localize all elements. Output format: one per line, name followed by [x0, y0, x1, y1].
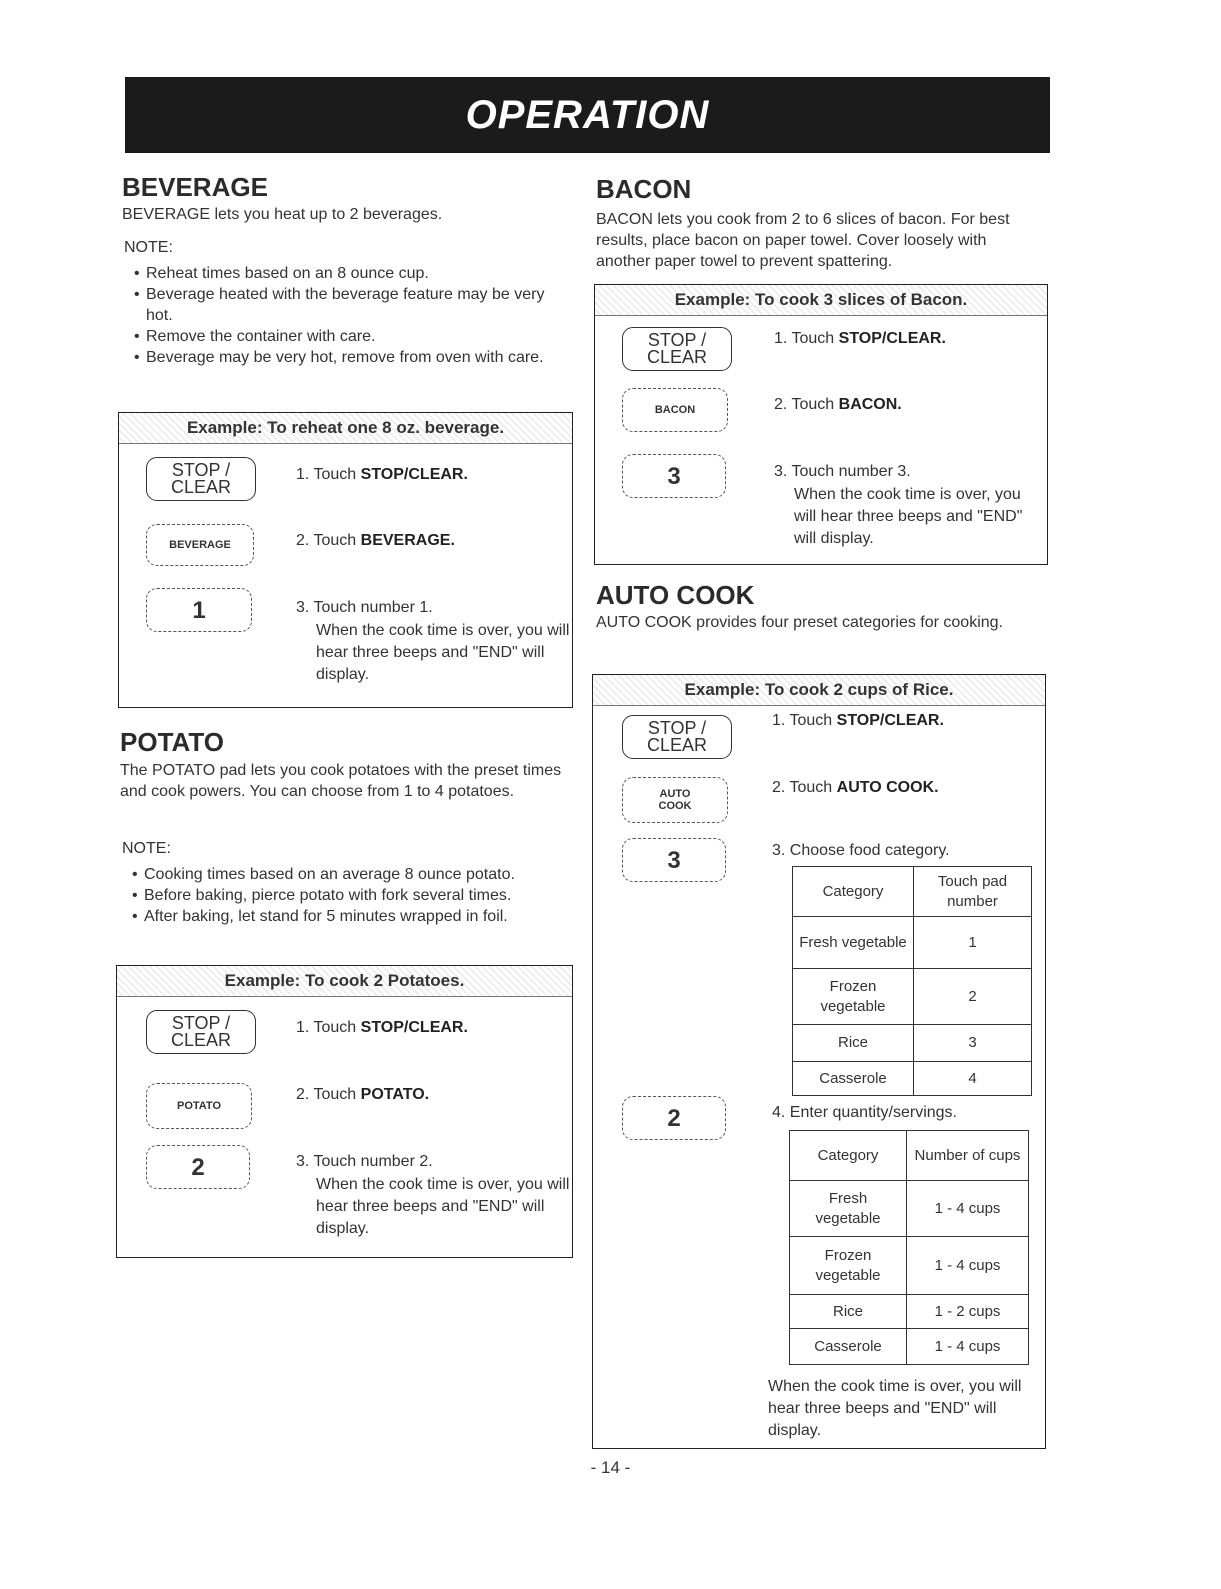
- number-3-key: 3: [622, 454, 726, 498]
- autocook-closing: When the cook time is over, you will hear three beeps and "END" will display.: [768, 1378, 1022, 1439]
- table-cell: 1 - 4 cups: [907, 1237, 1029, 1295]
- bacon-title: BACON: [596, 174, 692, 204]
- number-2-key: 2: [146, 1145, 250, 1189]
- table-cell: Casserole: [790, 1329, 907, 1365]
- stop-clear-key: STOP / CLEAR: [622, 327, 732, 371]
- step-4: 4. Enter quantity/servings.: [772, 1104, 957, 1121]
- beverage-notes: [126, 263, 566, 368]
- beverage-intro: BEVERAGE lets you heat up to 2 beverages.: [122, 206, 443, 223]
- stop-clear-key: STOP / CLEAR: [622, 715, 732, 759]
- table-cell: 3: [914, 1025, 1032, 1062]
- potato-note-label: NOTE:: [122, 840, 171, 857]
- number-2-key: 2: [622, 1096, 726, 1140]
- step-3-detail: When the cook time is over, you will hear three beeps and "END" will display.: [794, 486, 1023, 547]
- step-3-detail: When the cook time is over, you will hear three beeps and "END" will display.: [316, 622, 570, 683]
- table-header: Category: [790, 1131, 907, 1181]
- step-2: 2. Touch BACON.: [774, 396, 902, 413]
- note-item: • Cooking times based on an average 8 ounce potato.: [124, 864, 568, 885]
- step-1: 1. Touch STOP/CLEAR.: [772, 712, 944, 729]
- table-cell: Fresh vegetable: [790, 1181, 907, 1237]
- autocook-title: AUTO COOK: [596, 580, 755, 610]
- step-3: 3. Choose food category.: [772, 842, 950, 859]
- operation-banner: [125, 77, 1050, 153]
- bacon-key: BACON: [622, 388, 728, 432]
- potato-notes: [124, 864, 568, 927]
- category-cups-table: [789, 1130, 1029, 1365]
- table-header: Touch pad number: [914, 867, 1032, 917]
- stop-clear-key: STOP / CLEAR: [146, 1010, 256, 1054]
- step-3: 3. Touch number 2.: [296, 1153, 433, 1170]
- potato-intro: The POTATO pad lets you cook potatoes with the preset times and cook powers. You can choose from 1 to 4 potatoes.: [120, 762, 562, 800]
- table-cell: 4: [914, 1062, 1032, 1096]
- step-1: 1. Touch STOP/CLEAR.: [774, 330, 946, 347]
- example-heading: Example: To cook 3 slices of Bacon.: [595, 285, 1047, 316]
- note-item: • Reheat times based on an 8 ounce cup.: [126, 263, 566, 284]
- example-heading: Example: To reheat one 8 oz. beverage.: [119, 413, 572, 444]
- table-cell: 1: [914, 917, 1032, 969]
- number-1-key: 1: [146, 588, 252, 632]
- beverage-note-label: NOTE:: [124, 239, 173, 256]
- step-2: 2. Touch AUTO COOK.: [772, 779, 939, 796]
- table-header: Number of cups: [907, 1131, 1029, 1181]
- table-cell: Rice: [793, 1025, 914, 1062]
- step-3-detail: When the cook time is over, you will hear three beeps and "END" will display.: [316, 1176, 570, 1237]
- table-cell: Fresh vegetable: [793, 917, 914, 969]
- note-item: • After baking, let stand for 5 minutes wrapped in foil.: [124, 906, 568, 927]
- page-title: OPERATION: [465, 92, 710, 137]
- table-cell: Frozen vegetable: [790, 1237, 907, 1295]
- table-cell: 1 - 2 cups: [907, 1295, 1029, 1329]
- step-3: 3. Touch number 3.: [774, 463, 911, 480]
- stop-clear-key: STOP / CLEAR: [146, 457, 256, 501]
- step-1: 1. Touch STOP/CLEAR.: [296, 466, 468, 483]
- bacon-intro: BACON lets you cook from 2 to 6 slices of bacon. For best results, place bacon on paper towel. Cover loosely with another paper towel to prevent spattering.: [596, 211, 1010, 270]
- note-item: • Beverage may be very hot, remove from oven with care.: [126, 347, 566, 368]
- step-2: 2. Touch POTATO.: [296, 1086, 430, 1103]
- beverage-key: BEVERAGE: [146, 524, 254, 566]
- number-3-key: 3: [622, 838, 726, 882]
- step-3: 3. Touch number 1.: [296, 599, 433, 616]
- step-2: 2. Touch BEVERAGE.: [296, 532, 455, 549]
- table-cell: 1 - 4 cups: [907, 1329, 1029, 1365]
- note-item: • Beverage heated with the beverage feature may be very hot.: [126, 284, 566, 326]
- table-cell: 1 - 4 cups: [907, 1181, 1029, 1237]
- category-touchpad-table: [792, 866, 1032, 1096]
- example-heading: Example: To cook 2 cups of Rice.: [593, 675, 1045, 706]
- autocook-intro: AUTO COOK provides four preset categories for cooking.: [596, 614, 1003, 631]
- step-1: 1. Touch STOP/CLEAR.: [296, 1019, 468, 1036]
- table-cell: Frozen vegetable: [793, 969, 914, 1025]
- page-number: - 14 -: [590, 1458, 631, 1477]
- table-cell: 2: [914, 969, 1032, 1025]
- table-cell: Rice: [790, 1295, 907, 1329]
- potato-title: POTATO: [120, 727, 224, 757]
- example-heading: Example: To cook 2 Potatoes.: [117, 966, 572, 997]
- beverage-title: BEVERAGE: [122, 172, 268, 202]
- table-cell: Casserole: [793, 1062, 914, 1096]
- table-header: Category: [793, 867, 914, 917]
- auto-cook-key: AUTO COOK: [622, 777, 728, 823]
- note-item: • Before baking, pierce potato with fork several times.: [124, 885, 568, 906]
- note-item: • Remove the container with care.: [126, 326, 566, 347]
- potato-key: POTATO: [146, 1083, 252, 1129]
